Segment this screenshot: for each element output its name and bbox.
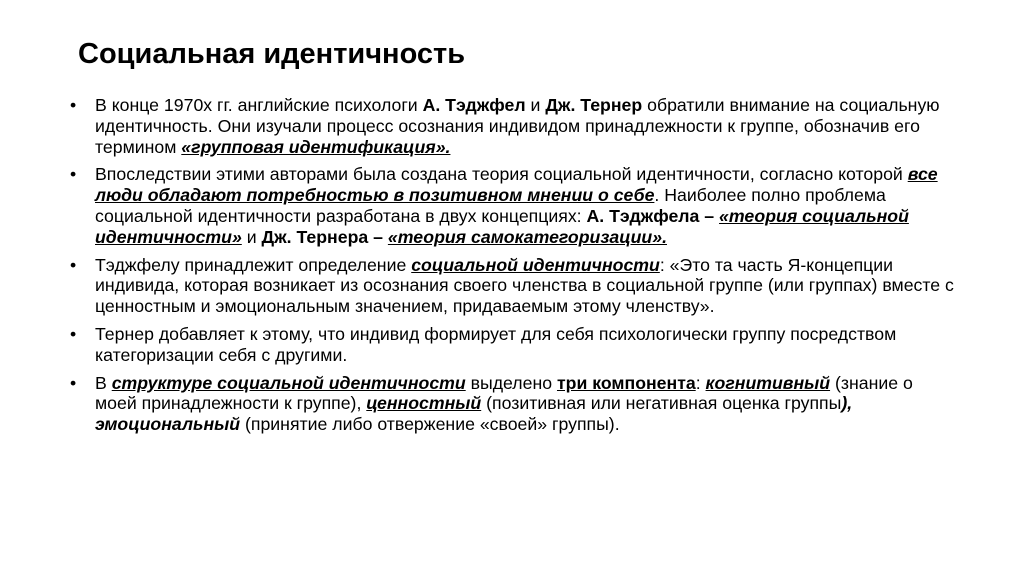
bullet-text-segment: . Наиболее полно проблема социальной идентичности разработана в двух концепциях:	[95, 185, 886, 226]
bullet-text-segment: В	[95, 372, 112, 393]
bullet-text-segment: ), эмоциональный	[95, 393, 853, 435]
bullet-text-segment: А. Тэджфела –	[586, 205, 720, 226]
bullet-item	[68, 373, 958, 435]
bullet-text-segment: социальной идентичности	[411, 254, 660, 275]
bullet-dot-icon: •	[70, 164, 77, 185]
bullet-item	[68, 255, 958, 317]
bullet-text-segment: и	[525, 95, 546, 115]
bullet-item	[68, 95, 958, 157]
bullet-item	[68, 164, 958, 247]
bullet-text-segment: В конце 1970х гг. английские психологи	[95, 95, 423, 115]
bullet-text-segment: все люди обладают потребностью в позитивном мнении о себе	[95, 164, 938, 206]
bullet-dot-icon: •	[70, 323, 77, 344]
bullet-item	[68, 324, 958, 366]
bullet-text-segment: (позитивная или негативная оценка группы	[481, 393, 842, 414]
bullet-text-segment: Впоследствии этими авторами была создана теория социальной идентичности, согласно которой	[95, 164, 908, 185]
bullet-text-segment: «теория социальной идентичности»	[95, 205, 909, 247]
bullet-text-segment: три компонента	[556, 372, 696, 393]
bullet-text-segment: и	[241, 226, 262, 247]
bullet-text-segment: Тернер добавляет к этому, что индивид формирует для себя психологически группу посредством категоризации себя с другими.	[95, 323, 897, 365]
slide-title: Социальная идентичность	[78, 38, 466, 70]
bullet-text-segment: «теория самокатегоризации».	[387, 226, 667, 247]
bullet-dot-icon: •	[70, 95, 77, 115]
bullet-text-segment: выделено	[465, 372, 557, 393]
bullet-text-segment: Тэджфелу принадлежит определение	[95, 254, 412, 275]
bullet-text-segment: структуре социальной идентичности	[111, 372, 466, 393]
bullet-dot-icon: •	[70, 254, 77, 275]
bullet-text-segment: «групповая идентификация».	[181, 136, 451, 157]
bullet-text-segment: Дж. Тернера –	[261, 226, 388, 247]
bullet-text-segment: А. Тэджфел	[422, 95, 526, 115]
bullet-list	[68, 95, 958, 442]
bullet-dot-icon: •	[70, 372, 77, 393]
bullet-text-segment: обратили внимание на социальную идентичность. Они изучали процесс осознания индивидом принадлежности к группе, обозначив его термином	[95, 95, 940, 157]
bullet-text-segment: ценностный	[366, 393, 482, 414]
bullet-text-segment: : «Это та часть Я-концепции индивида, которая возникает из осознания своего членства в социальной группе (или группах) вместе с ценностным и эмоциональным значением, придаваемым этому членству».	[95, 254, 954, 317]
bullet-text-segment: (знание о моей принадлежности к группе),	[95, 372, 913, 414]
bullet-text-segment: (принятие либо отвержение «своей» группы).	[240, 414, 620, 435]
bullet-text-segment: Дж. Тернер	[545, 95, 643, 115]
bullet-text-segment: :	[695, 372, 706, 393]
bullet-text-segment: когнитивный	[705, 372, 831, 393]
